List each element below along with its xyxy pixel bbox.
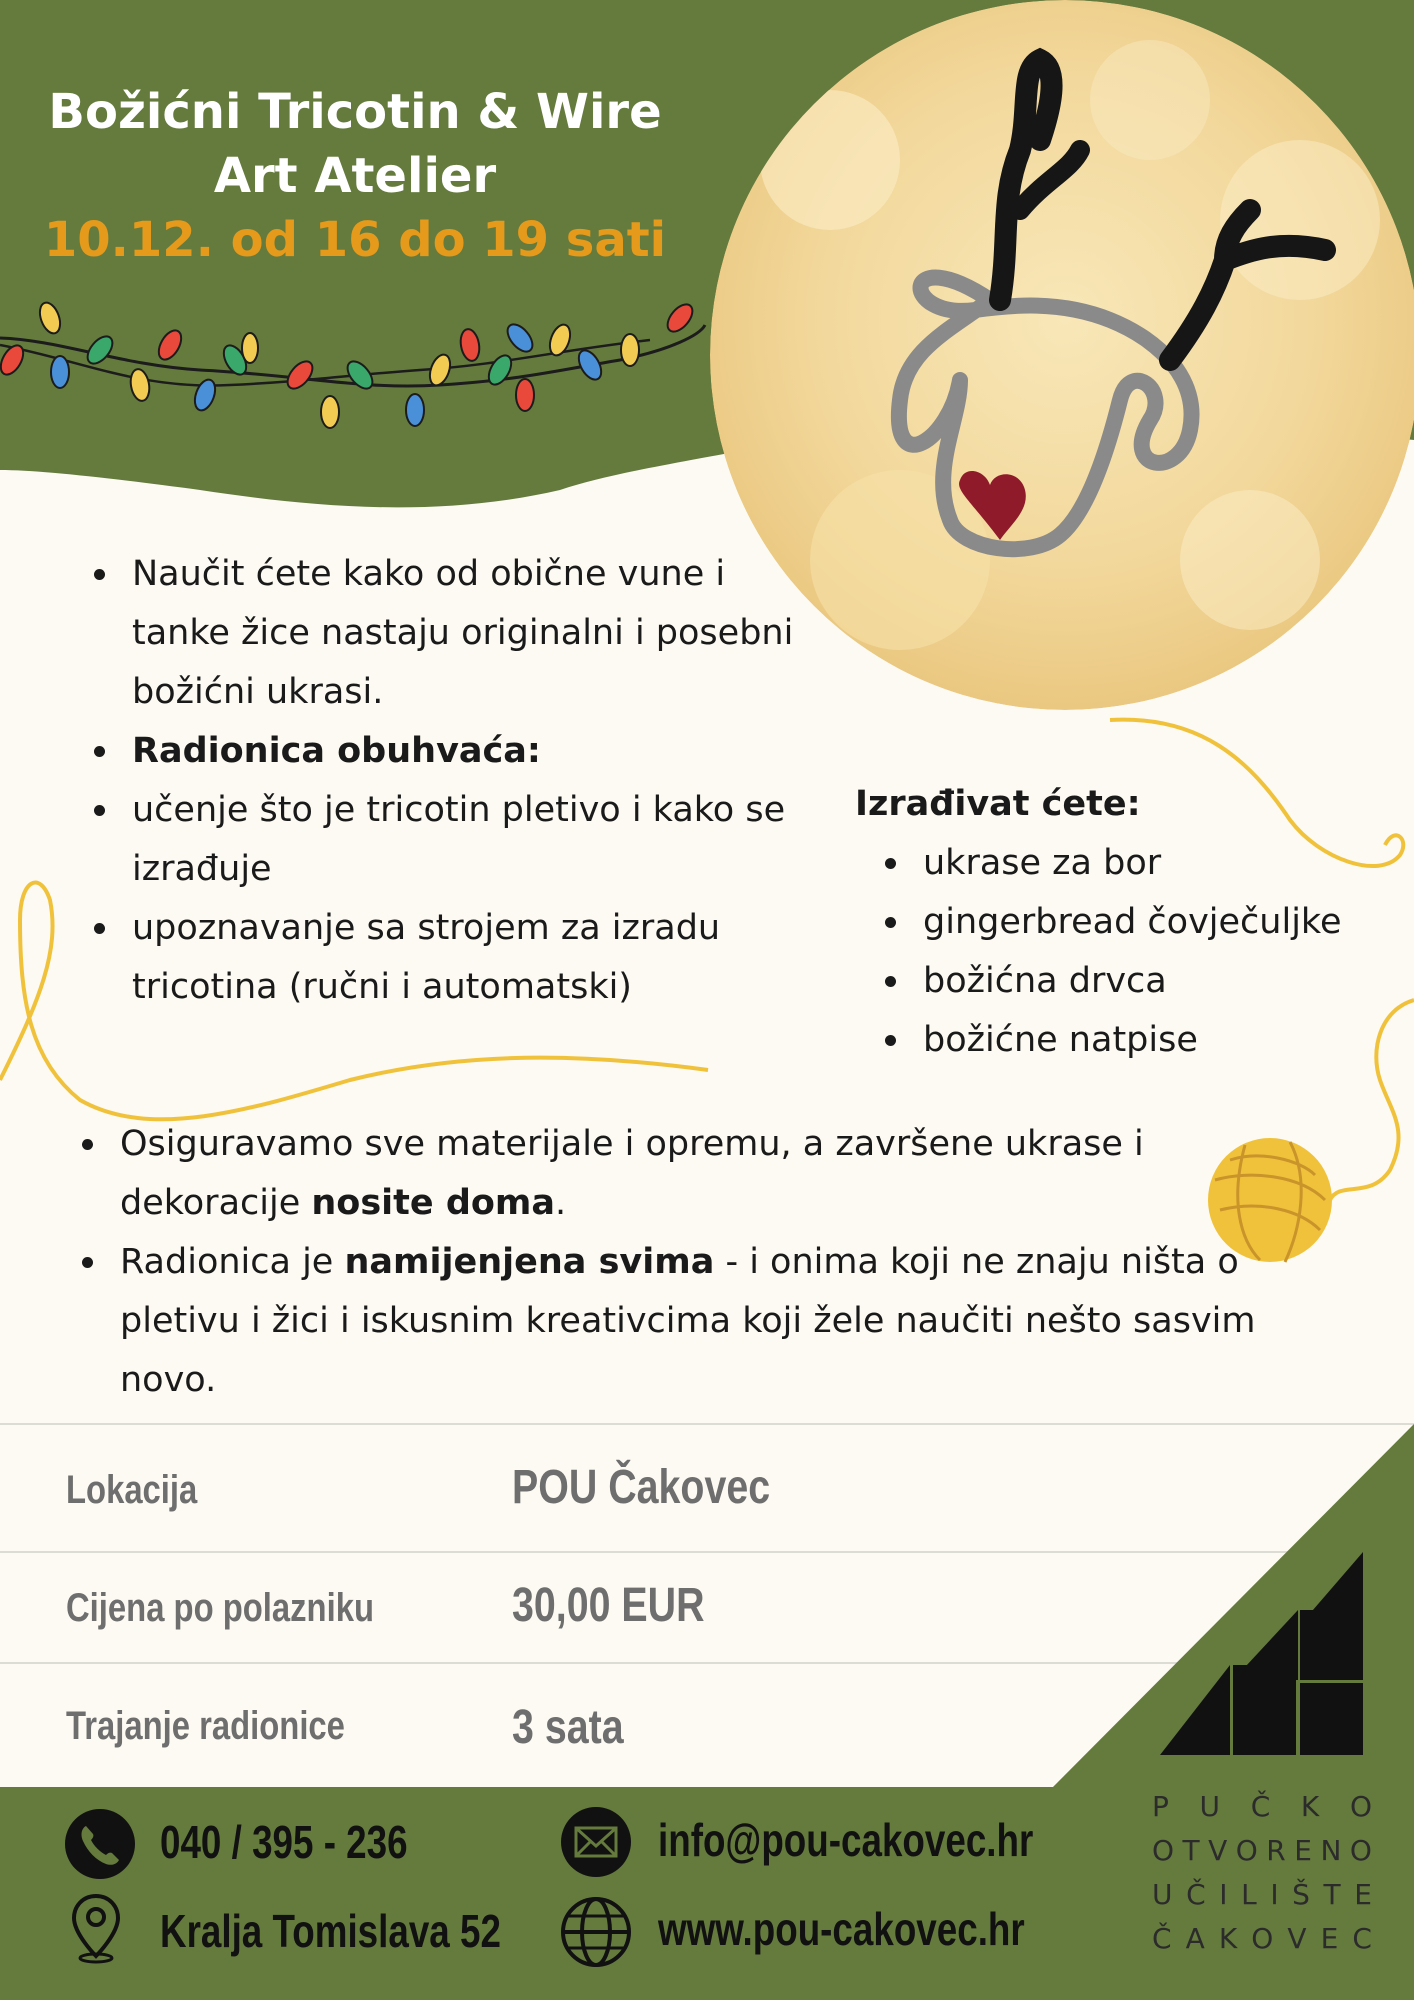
logo-line: P U Č K O xyxy=(1152,1790,1372,1823)
make-list xyxy=(855,775,1414,1070)
detail-row-price xyxy=(0,1578,1414,1690)
globe-icon xyxy=(560,1896,632,1968)
note-text: Osiguravamo sve materijale i opremu, a završene ukrase i dekoracije xyxy=(120,1124,1144,1223)
note-emphasis: namijenjena svima xyxy=(344,1242,715,1282)
make-item: ukrase za bor xyxy=(855,834,1414,893)
logo-line: Č A K O V E C xyxy=(1152,1922,1372,1955)
title-line-2: Art Atelier xyxy=(213,148,497,204)
make-item: božićna drvca xyxy=(855,952,1414,1011)
logo-line: O T V O R E N O xyxy=(1152,1834,1372,1867)
note-text: - i onima koji ne znaju ništa o pletivu i žici i iskusnim kreativcima koji žele naučiti nešto sasvim novo. xyxy=(120,1242,1256,1400)
intro-item: učenje što je tricotin pletivo i kako se izrađuje xyxy=(90,781,810,899)
intro-item: upoznavanje sa strojem za izradu tricotina (ručni i automatski) xyxy=(90,899,730,1017)
email-icon xyxy=(560,1806,632,1878)
intro-list xyxy=(90,545,810,1017)
make-item: gingerbread čovječuljke xyxy=(855,893,1414,952)
note-emphasis: nosite doma xyxy=(311,1183,556,1223)
intro-item-heading: Radionica obuhvaća: xyxy=(90,722,810,781)
pou-logo-text xyxy=(1152,1785,1372,1961)
reindeer-photo xyxy=(710,0,1414,710)
location-label: Lokacija xyxy=(66,1468,198,1512)
location-pin-icon xyxy=(68,1892,124,1964)
notes-list xyxy=(78,1115,1278,1410)
duration-value: 3 sata xyxy=(512,1701,624,1754)
make-item: božićne natpise xyxy=(855,1011,1414,1070)
note-text: . xyxy=(555,1183,567,1223)
event-title xyxy=(40,80,670,272)
logo-line: U Č I L I Š T E xyxy=(1152,1878,1372,1911)
website-link[interactable]: www.pou-cakovec.hr xyxy=(658,1903,1025,1955)
duration-label: Trajanje radionice xyxy=(66,1704,345,1748)
phone-icon xyxy=(64,1808,136,1880)
note-materials xyxy=(78,1115,1178,1233)
detail-row-location xyxy=(0,1460,1414,1572)
intro-item: Naučit ćete kako od obične vune i tanke žice nastaju originalni i posebni božićni ukrasi. xyxy=(90,545,810,722)
location-value: POU Čakovec xyxy=(512,1461,771,1514)
make-heading: Izrađivat ćete: xyxy=(855,784,1141,824)
note-audience xyxy=(78,1233,1278,1410)
note-text: Radionica je xyxy=(120,1242,345,1282)
price-label: Cijena po polazniku xyxy=(66,1586,374,1630)
event-date-time: 10.12. od 16 do 19 sati xyxy=(43,212,667,268)
price-value: 30,00 EUR xyxy=(512,1579,705,1632)
phone-number[interactable]: 040 / 395 - 236 xyxy=(160,1816,408,1868)
address-text: Kralja Tomislava 52 xyxy=(160,1905,501,1957)
title-line-1: Božićni Tricotin & Wire xyxy=(48,84,662,140)
email-link[interactable]: info@pou-cakovec.hr xyxy=(658,1814,1034,1866)
